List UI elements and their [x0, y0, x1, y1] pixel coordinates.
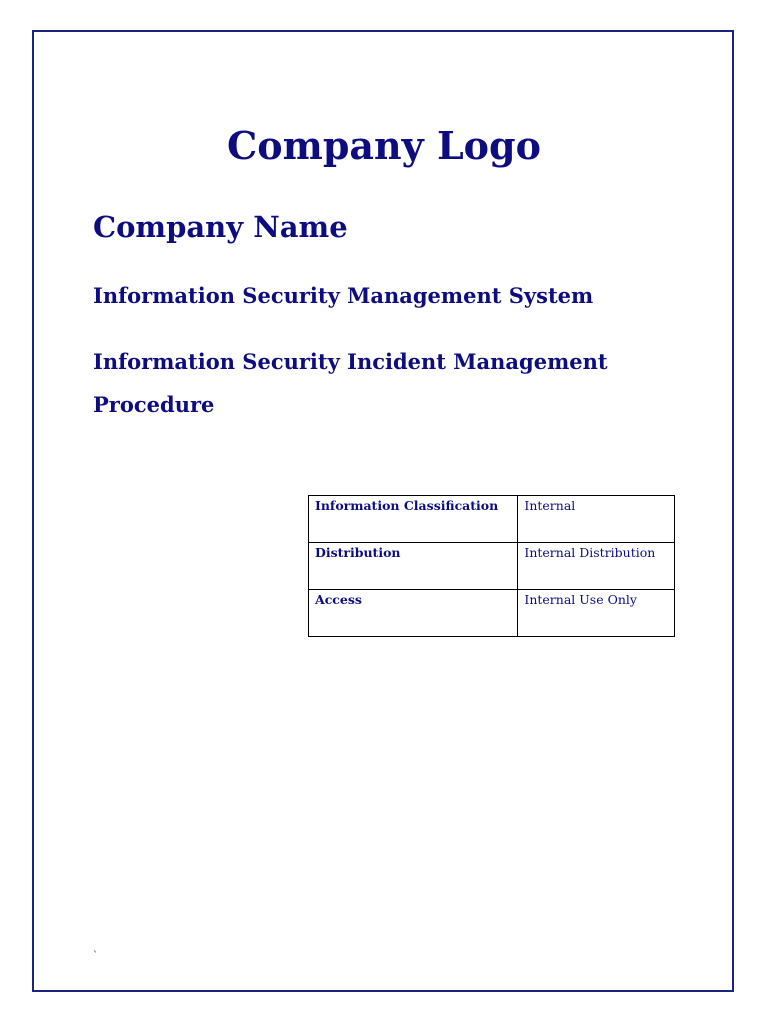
table-row: [309, 590, 675, 637]
access-label: Access: [309, 590, 518, 637]
procedure-title: Information Security Incident Management Procedure: [93, 349, 608, 417]
distribution-value: Internal Distribution: [518, 543, 675, 590]
company-logo-placeholder: Company Logo: [227, 123, 541, 168]
stray-mark: `: [93, 951, 98, 962]
classification-value: Internal: [518, 496, 675, 543]
distribution-label: Distribution: [309, 543, 518, 590]
company-name: Company Name: [93, 210, 348, 244]
classification-table: [308, 495, 675, 637]
access-value: Internal Use Only: [518, 590, 675, 637]
classification-label: Information Classification: [309, 496, 518, 543]
table-row: [309, 543, 675, 590]
system-title: Information Security Management System: [93, 283, 594, 308]
table-row: [309, 496, 675, 543]
